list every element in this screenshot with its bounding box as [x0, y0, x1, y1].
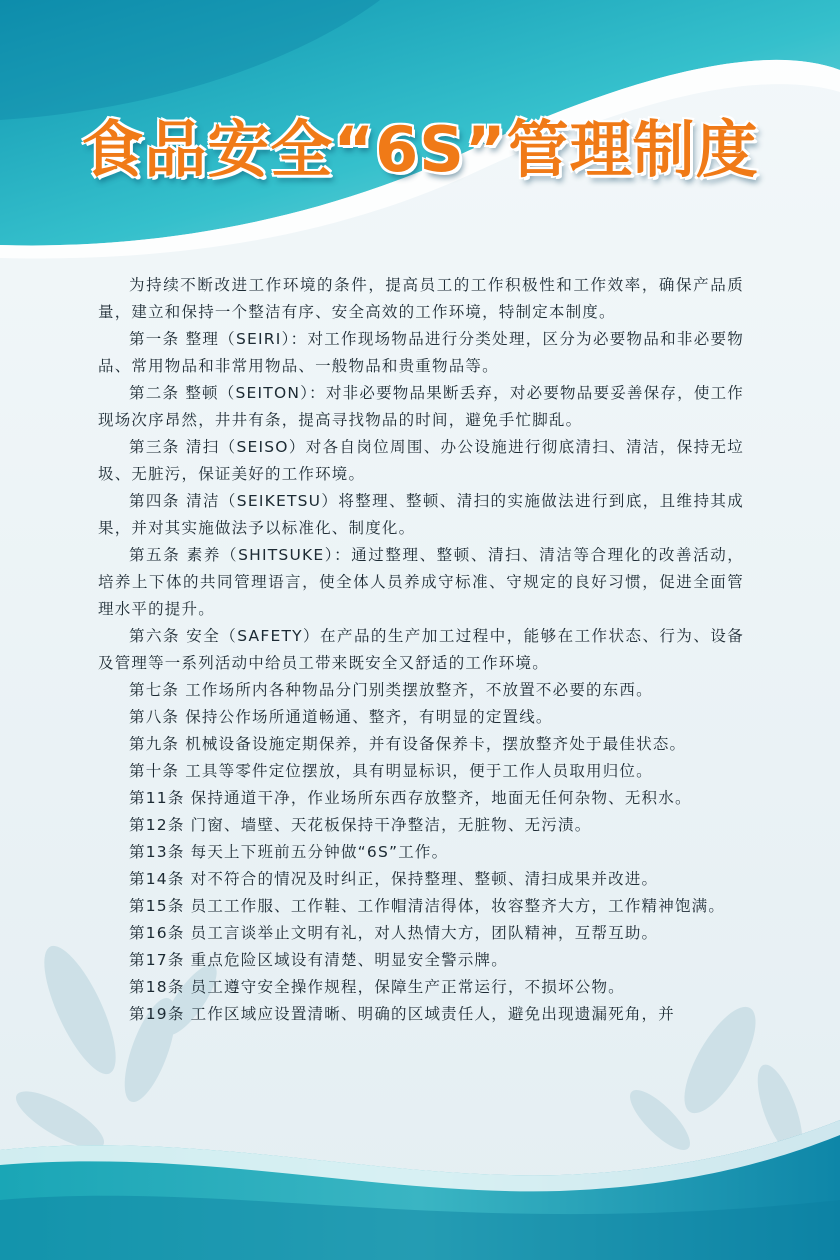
page-title: 食品安全“6S”管理制度	[81, 113, 759, 186]
article-paragraph: 第11条 保持通道干净，作业场所东西存放整齐，地面无任何杂物、无积水。	[129, 789, 692, 807]
article-paragraph: 第14条 对不符合的情况及时纠正，保持整理、整顿、清扫成果并改进。	[129, 870, 659, 888]
article-paragraph: 第12条 门窗、墙壁、天花板保持干净整洁，无脏物、无污渍。	[129, 816, 592, 834]
intro-paragraph: 为持续不断改进工作环境的条件，提高员工的工作积极性和工作效率，确保产品质量，建立和保持一个整洁有序、安全高效的工作环境，特制定本制度。	[98, 276, 744, 321]
article-paragraph: 第二条 整顿（SEITON）：对非必要物品果断丢弃，对必要物品要妥善保存，使工作现场次序昂然，井井有条，提高寻找物品的时间，避免手忙脚乱。	[98, 384, 744, 429]
article-paragraph: 第九条 机械设备设施定期保养，并有设备保养卡，摆放整齐处于最佳状态。	[129, 735, 687, 753]
article-paragraph: 第19条 工作区域应设置清晰、明确的区域责任人，避免出现遗漏死角，并	[129, 1005, 675, 1023]
article-paragraph: 第三条 清扫（SEISO）对各自岗位周围、办公设施进行彻底清扫、清洁，保持无垃圾、无脏污，保证美好的工作环境。	[98, 438, 744, 483]
article-paragraph: 第一条 整理（SEIRI）：对工作现场物品进行分类处理，区分为必要物品和非必要物品、常用物品和非常用物品、一般物品和贵重物品等。	[98, 330, 744, 375]
article-paragraph: 第13条 每天上下班前五分钟做“6S”工作。	[129, 843, 449, 861]
article-paragraph: 第四条 清洁（SEIKETSU）将整理、整顿、清扫的实施做法进行到底，且维持其成果，并对其实施做法予以标准化、制度化。	[98, 492, 744, 537]
article-paragraph: 第八条 保持公作场所通道畅通、整齐，有明显的定置线。	[129, 708, 553, 726]
article-paragraph: 第十条 工具等零件定位摆放，具有明显标识，便于工作人员取用归位。	[129, 762, 653, 780]
article-paragraph: 第六条 安全（SAFETY）在产品的生产加工过程中，能够在工作状态、行为、设备及管理等一系列活动中给员工带来既安全又舒适的工作环境。	[98, 627, 744, 672]
regulation-text	[98, 272, 744, 1028]
article-paragraph: 第五条 素养（SHITSUKE）：通过整理、整顿、清扫、清洁等合理化的改善活动，培养上下体的共同管理语言，使全体人员养成守标准、守规定的良好习惯，促进全面管理水平的提升。	[98, 546, 744, 618]
article-paragraph: 第七条 工作场所内各种物品分门别类摆放整齐，不放置不必要的东西。	[129, 681, 653, 699]
article-paragraph: 第16条 员工言谈举止文明有礼，对人热情大方，团队精神，互帮互助。	[129, 924, 659, 942]
article-paragraph: 第18条 员工遵守安全操作规程，保障生产正常运行，不损坏公物。	[129, 978, 625, 996]
article-paragraph: 第17条 重点危险区域设有清楚、明显安全警示牌。	[129, 951, 508, 969]
article-paragraph: 第15条 员工工作服、工作鞋、工作帽清洁得体，妆容整齐大方，工作精神饱满。	[129, 897, 726, 915]
